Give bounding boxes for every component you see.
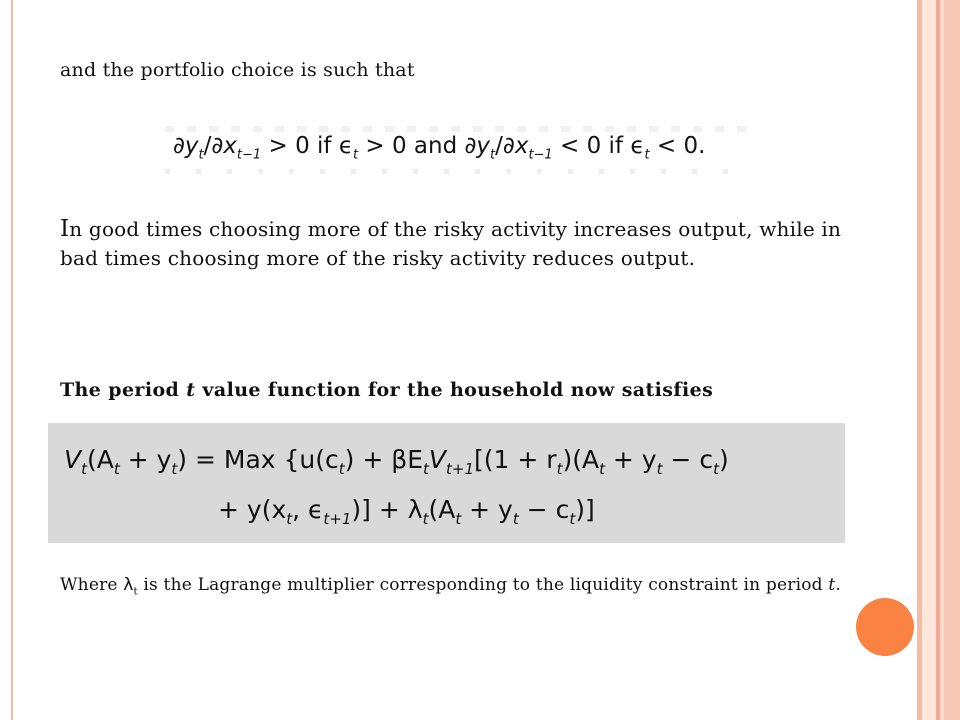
right-decorative-stripes [917, 0, 960, 720]
section-heading: The period t value function for the household now satisfies [60, 379, 714, 401]
formula-line-2: + $y(x_t$, $\epsilon_{t+1})] + \lambda_t(A_t + y_t - c_t)$] [218, 495, 595, 528]
scan-artifact-bottom [165, 169, 748, 174]
drop-letter: I [60, 216, 70, 242]
formula-text: $\partial y_t/\partial x_{t-1} > 0$ if $\epsilon_t > 0$ and $\partial y_t/\partial x_{t-1} < 0$ if $\epsilon_t < 0$. [173, 133, 706, 163]
formula-line-1: $V_t(A_t + y_t)$ = Max {$u(c_t) + \beta E_tV_{t+1}[(1 + r_t)(A_t + y_t - c_t)$ [64, 445, 729, 478]
value-function-formula [48, 423, 845, 543]
stripe [922, 0, 936, 720]
intro-text: and the portfolio choice is such that [60, 59, 415, 81]
lagrange-note: Where $\lambda_t$ is the Lagrange multiplier corresponding to the liquidity constraint in period t. [60, 575, 842, 598]
scan-artifact-top [165, 126, 748, 132]
paragraph-body: n good times choosing more of the risky activity increases output, while in bad times choosing more of the risky activity reduces output. [60, 217, 842, 270]
explanation-paragraph [60, 215, 880, 273]
stripe [944, 0, 960, 720]
orange-circle-decoration [856, 598, 914, 656]
left-margin-rule [11, 0, 13, 720]
derivative-condition-formula [165, 126, 748, 174]
